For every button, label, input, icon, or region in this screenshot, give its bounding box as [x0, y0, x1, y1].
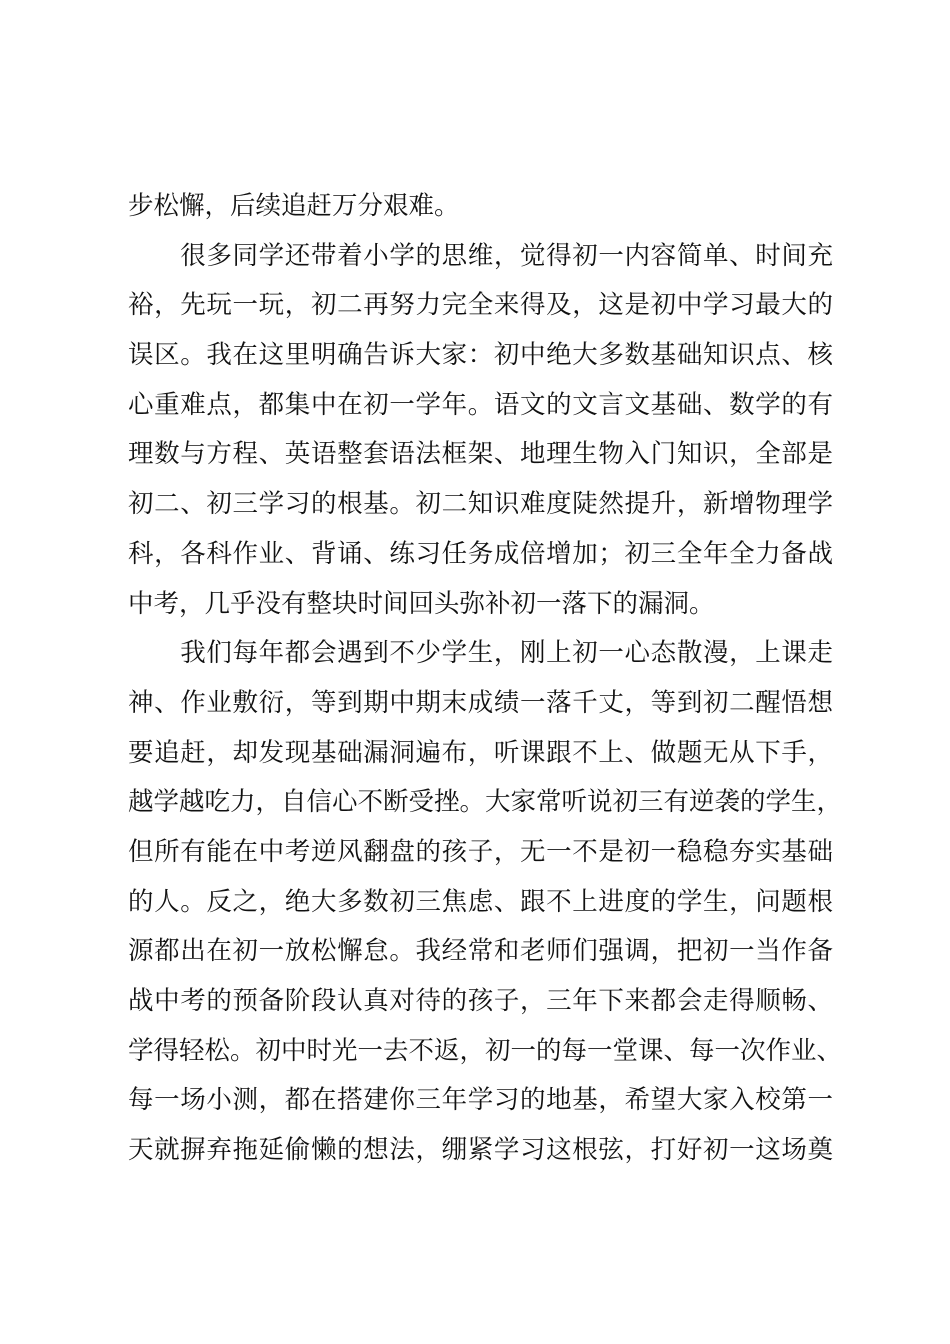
- text-line: 心重难点，都集中在初一学年。语文的文言文基础、数学的有: [128, 389, 833, 420]
- text-line: 神、作业敷衍，等到期中期末成绩一落千丈，等到初二醒悟想: [128, 687, 833, 718]
- text-line: 我们每年都会遇到不少学生，刚上初一心态散漫，上课走: [128, 638, 833, 669]
- text-line: 但所有能在中考逆风翻盘的孩子，无一不是初一稳稳夯实基础: [128, 836, 833, 867]
- text-line: 要追赶，却发现基础漏洞遍布，听课跟不上、做题无从下手，: [128, 737, 833, 768]
- text-line: 的人。反之，绝大多数初三焦虑、跟不上进度的学生，问题根: [128, 886, 833, 917]
- text-line: 学得轻松。初中时光一去不返，初一的每一堂课、每一次作业、: [128, 1035, 843, 1066]
- text-line: 很多同学还带着小学的思维，觉得初一内容简单、时间充: [128, 240, 833, 271]
- text-line: 步松懈，后续追赶万分艰难。: [128, 191, 460, 221]
- text-line: 战中考的预备阶段认真对待的孩子，三年下来都会走得顺畅、: [128, 986, 833, 1016]
- text-line: 源都出在初一放松懈怠。我经常和老师们强调，把初一当作备: [128, 936, 833, 967]
- text-line: 理数与方程、英语整套语法框架、地理生物入门知识，全部是: [128, 439, 833, 470]
- text-line: 中考，几乎没有整块时间回头弥补初一落下的漏洞。: [128, 588, 715, 619]
- text-line: 天就摒弃拖延偷懒的想法，绷紧学习这根弦，打好初一这场奠: [128, 1135, 833, 1166]
- text-line: 每一场小测，都在搭建你三年学习的地基，希望大家入校第一: [128, 1085, 833, 1116]
- text-line: 裕，先玩一玩，初二再努力完全来得及，这是初中学习最大的: [128, 290, 833, 321]
- text-line: 初二、初三学习的根基。初二知识难度陡然提升，新增物理学: [128, 489, 833, 520]
- text-line: 越学越吃力，自信心不断受挫。大家常听说初三有逆袭的学生，: [128, 787, 843, 818]
- text-line: 误区。我在这里明确告诉大家：初中绝大多数基础知识点、核: [128, 340, 833, 371]
- text-line: 科，各科作业、背诵、练习任务成倍增加；初三全年全力备战: [128, 538, 833, 569]
- body-text: [128, 182, 843, 1176]
